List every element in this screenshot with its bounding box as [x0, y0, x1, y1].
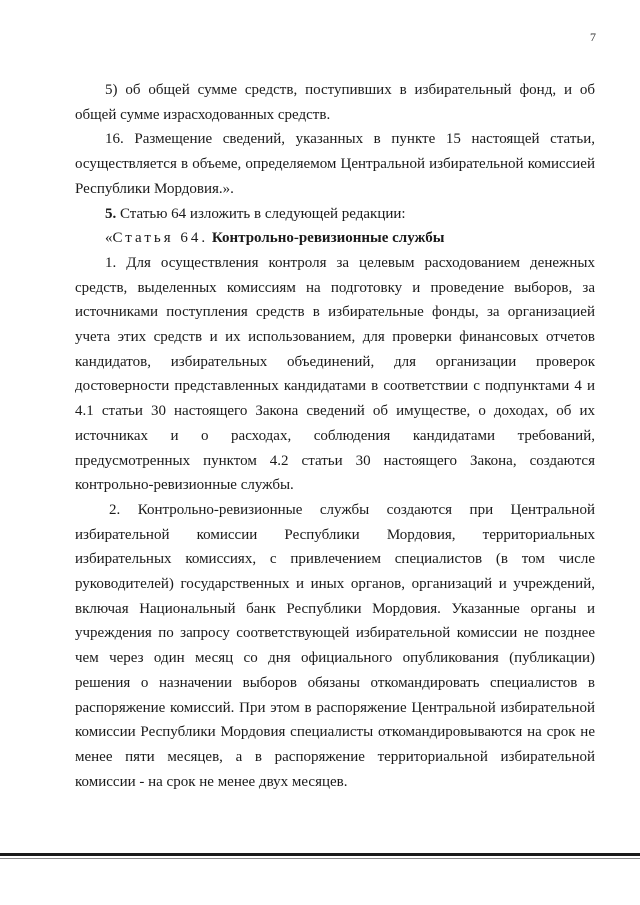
paragraph-article-64-point-1: 1. Для осуществления контроля за целевым расходованием денежных средств, выделенных комиссиям на подготовку и проведение выборов, за источниками поступления средств в избирательные фонды, за организацией учета этих средств и их использованием, для проверки финансовых отчетов кандидатов, избирательных объединений, для организации проверок достоверности представленных кандидатами в соответствии с подпунктами 4 и 4.1 статьи 30 настоящего Закона сведений об имуществе, о доходах, об их источниках и о расходах, соблюдения кандидатами требований, предусмотренных пунктом 4.2 статьи 30 настоящего Закона, создаются контрольно-ревизионные службы. — [75, 254, 595, 494]
page-number: 7 — [590, 30, 596, 44]
bottom-rule-thin — [0, 858, 640, 859]
article-64-heading — [75, 226, 595, 251]
open-quote: « — [105, 230, 113, 247]
paragraph-16-placement: 16. Размещение сведений, указанных в пункте 15 настоящей статьи, осуществляется в объеме, определяемом Центральной избирательной комиссией Республики Мордовия.». — [75, 131, 595, 197]
article-title: Контрольно-ревизионные службы — [208, 230, 445, 247]
amendment-text: Статью 64 изложить в следующей редакции: — [116, 205, 406, 222]
bottom-rule — [0, 853, 640, 856]
amendment-number: 5. — [105, 205, 117, 222]
paragraph-article-64-point-2: 2. Контрольно-ревизионные службы создаются при Центральной избирательной комиссии Республики Мордовия, территориальных избирательных комиссиях, с привлечением специалистов (в том числе руководителей) государственных и иных органов, организаций и учреждений, включая Национальный банк Республики Мордовия. Указанные органы и учреждения по запросу соответствующей избирательной комиссии не позднее чем через один месяц со дня официального опубликования (публикации) решения о назначении выборов обязаны откомандировать специалистов в распоряжение комиссий. При этом в распоряжение Центральной избирательной комиссии Республики Мордовия специалисты откомандировываются на срок не менее пяти месяцев, а в распоряжение территориальной избирательной комиссии - на срок не менее двух месяцев. — [75, 501, 595, 790]
paragraph-item-5-sum: 5) об общей сумме средств, поступивших в избирательный фонд, и об общей сумме израсходованных средств. — [75, 82, 595, 123]
article-label: Статья 64. — [112, 230, 209, 247]
document-body — [75, 78, 595, 794]
paragraph-amendment-5 — [75, 202, 595, 227]
